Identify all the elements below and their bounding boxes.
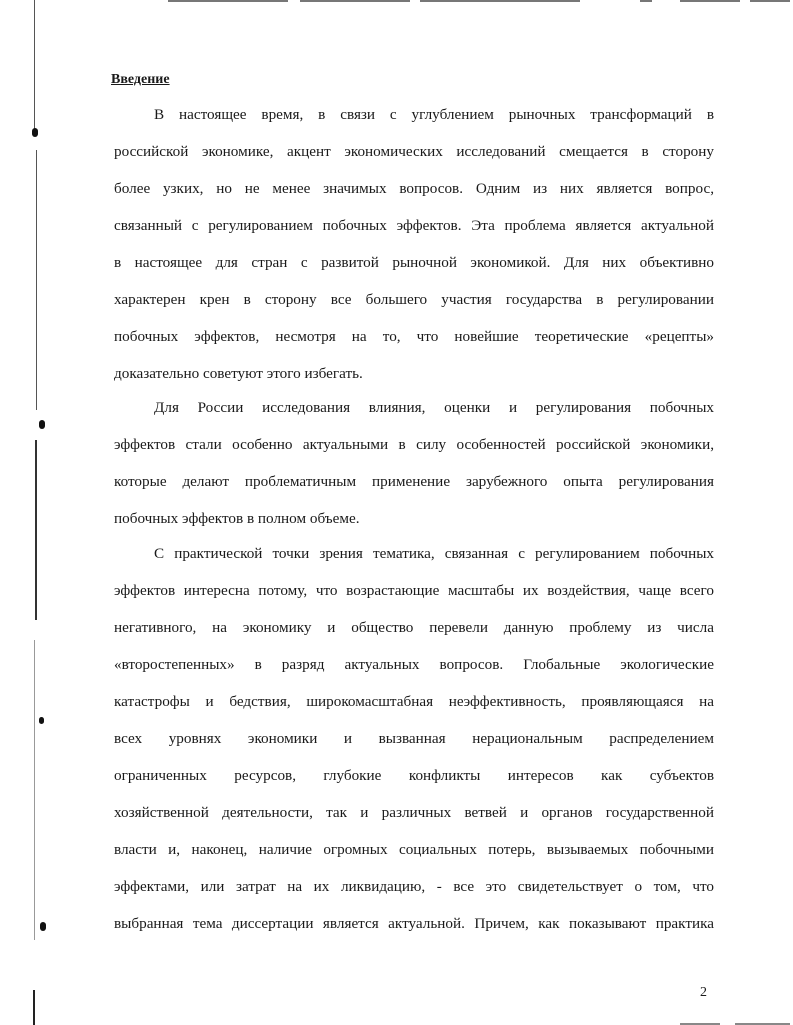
edge-mark xyxy=(40,922,46,931)
paragraph-line: власти и, наконец, наличие огромных социальных потерь, вызываемых побочными xyxy=(114,841,714,858)
paragraph-line: более узких, но не менее значимых вопросов. Одним из них является вопрос, xyxy=(114,180,714,197)
scan-top-rule xyxy=(750,0,790,2)
paragraph-line: побочных эффектов в полном объеме. xyxy=(114,510,360,527)
paragraph-line: побочных эффектов, несмотря на то, что новейшие теоретические «рецепты» xyxy=(114,328,714,345)
paragraph-line: эффектами, или затрат на их ликвидацию, - все это свидетельствует о том, что xyxy=(114,878,714,895)
paragraph-line: В настоящее время, в связи с углублением рыночных трансформаций в xyxy=(154,106,714,123)
paragraph-line: всех уровнях экономики и вызванная нерациональным распределением xyxy=(114,730,714,747)
edge-line xyxy=(35,440,37,620)
edge-mark xyxy=(32,128,38,137)
paragraph-line: доказательно советуют этого избегать. xyxy=(114,365,363,382)
paragraph-line: Для России исследования влияния, оценки и регулирования побочных xyxy=(154,399,714,416)
scan-top-rule xyxy=(680,0,740,2)
scan-top-rule xyxy=(168,0,288,2)
paragraph-line: катастрофы и бедствия, широкомасштабная неэффективность, проявляющаяся на xyxy=(114,693,714,710)
paragraph-line: ограниченных ресурсов, глубокие конфликты интересов как субъектов xyxy=(114,767,714,784)
paragraph-line: эффектов стали особенно актуальными в силу особенностей российской экономики, xyxy=(114,436,714,453)
edge-line xyxy=(36,150,37,410)
scan-top-rule xyxy=(420,0,580,2)
edge-mark xyxy=(39,717,44,724)
paragraph-1 xyxy=(114,96,714,392)
paragraph-line: негативного, на экономику и общество перевели данную проблему из числа xyxy=(114,619,714,636)
paragraph-line: выбранная тема диссертации является актуальной. Причем, как показывают практика xyxy=(114,915,714,932)
scan-top-rule xyxy=(300,0,410,2)
paragraph-line: хозяйственной деятельности, так и различных ветвей и органов государственной xyxy=(114,804,714,821)
paragraph-line: в настоящее для стран с развитой рыночной экономикой. Для них объективно xyxy=(114,254,714,271)
edge-line xyxy=(34,0,35,130)
page-number: 2 xyxy=(700,985,707,1000)
paragraph-line: характерен крен в сторону все большего участия государства в регулировании xyxy=(114,291,714,308)
paragraph-line: российской экономике, акцент экономических исследований смещается в сторону xyxy=(114,143,714,160)
paragraph-line: «второстепенных» в разряд актуальных вопросов. Глобальные экологические xyxy=(114,656,714,673)
paragraph-line: которые делают проблематичным применение зарубежного опыта регулирования xyxy=(114,473,714,490)
paragraph-line: эффектов интересна потому, что возрастающие масштабы их воздействия, чаще всего xyxy=(114,582,714,599)
section-heading: Введение xyxy=(111,72,170,87)
edge-mark xyxy=(39,420,45,429)
paragraph-3 xyxy=(114,535,714,942)
edge-line xyxy=(33,990,35,1025)
binding-edge xyxy=(30,0,42,1025)
paragraph-line: связанный с регулированием побочных эффектов. Эта проблема является актуальной xyxy=(114,217,714,234)
scan-top-rule xyxy=(640,0,652,2)
paragraph-2 xyxy=(114,389,714,537)
edge-line xyxy=(34,640,35,940)
paragraph-line: С практической точки зрения тематика, связанная с регулированием побочных xyxy=(154,545,714,562)
